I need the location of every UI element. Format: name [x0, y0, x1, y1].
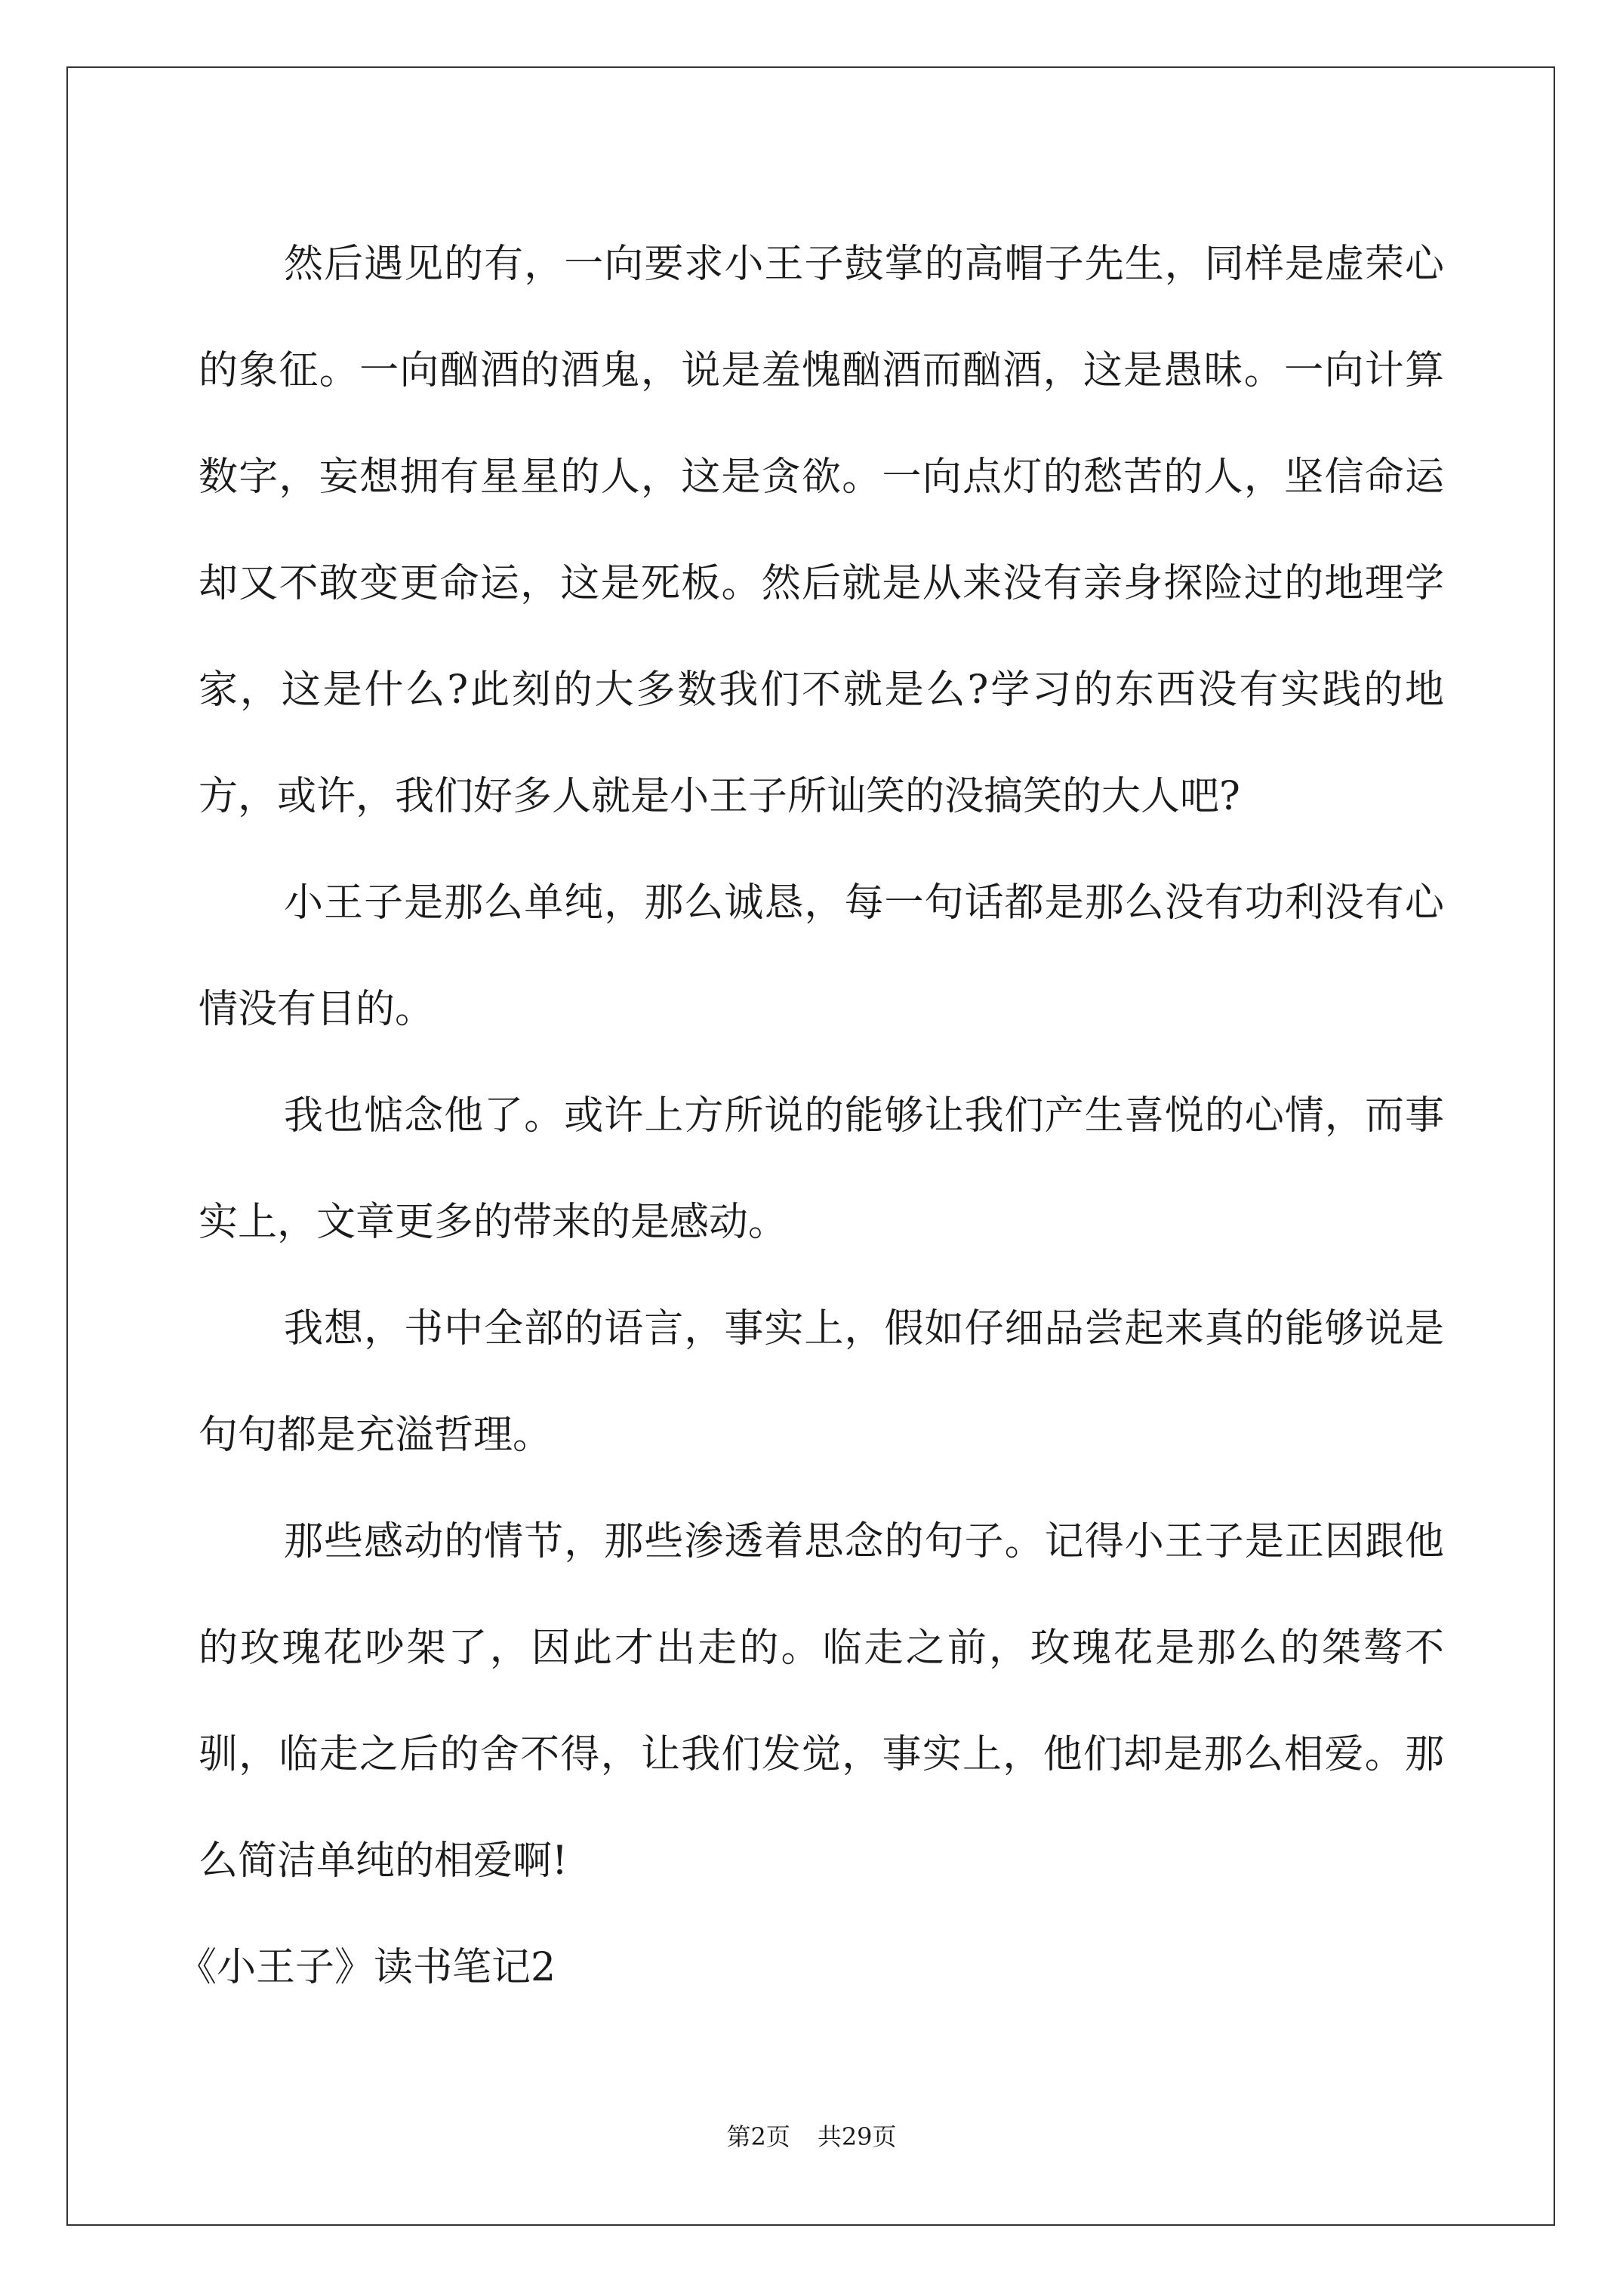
- page-footer: [0, 2122, 1623, 2152]
- page-number-total: 共29页: [817, 2122, 897, 2151]
- paragraph-3: 我也惦念他了。或许上方所说的能够让我们产生喜悦的心情，而事实上，文章更多的带来的是感动。: [199, 1093, 1444, 1245]
- section-heading: 《小王子》读书笔记2: [177, 1945, 556, 1990]
- paragraph-1: 然后遇见的有，一向要求小王子鼓掌的高帽子先生，同样是虚荣心的象征。一向酗酒的酒鬼，说是羞愧酗酒而酗酒，这是愚昧。一向计算数字，妄想拥有星星的人，这是贪欲。一向点灯的愁苦的人，坚信命运却又不敢变更命运，这是死板。然后就是从来没有亲身探险过的地理学家，这是什么?此刻的大多数我们不就是么?学习的东西没有实践的地方，或许，我们好多人就是小王子所讪笑的没搞笑的大人吧?: [199, 242, 1444, 819]
- page-number-current: 第2页: [726, 2122, 790, 2151]
- paragraph-2: 小王子是那么单纯，那么诚恳，每一句话都是那么没有功利没有心情没有目的。: [199, 880, 1444, 1032]
- document-body: [177, 211, 1444, 2021]
- paragraph-5: 那些感动的情节，那些渗透着思念的句子。记得小王子是正因跟他的玫瑰花吵架了，因此才出走的。临走之前，玫瑰花是那么的桀骜不驯，临走之后的舍不得，让我们发觉，事实上，他们却是那么相爱。那么简洁单纯的相爱啊!: [199, 1519, 1444, 1884]
- paragraph-4: 我想，书中全部的语言，事实上，假如仔细品尝起来真的能够说是句句都是充溢哲理。: [199, 1306, 1444, 1458]
